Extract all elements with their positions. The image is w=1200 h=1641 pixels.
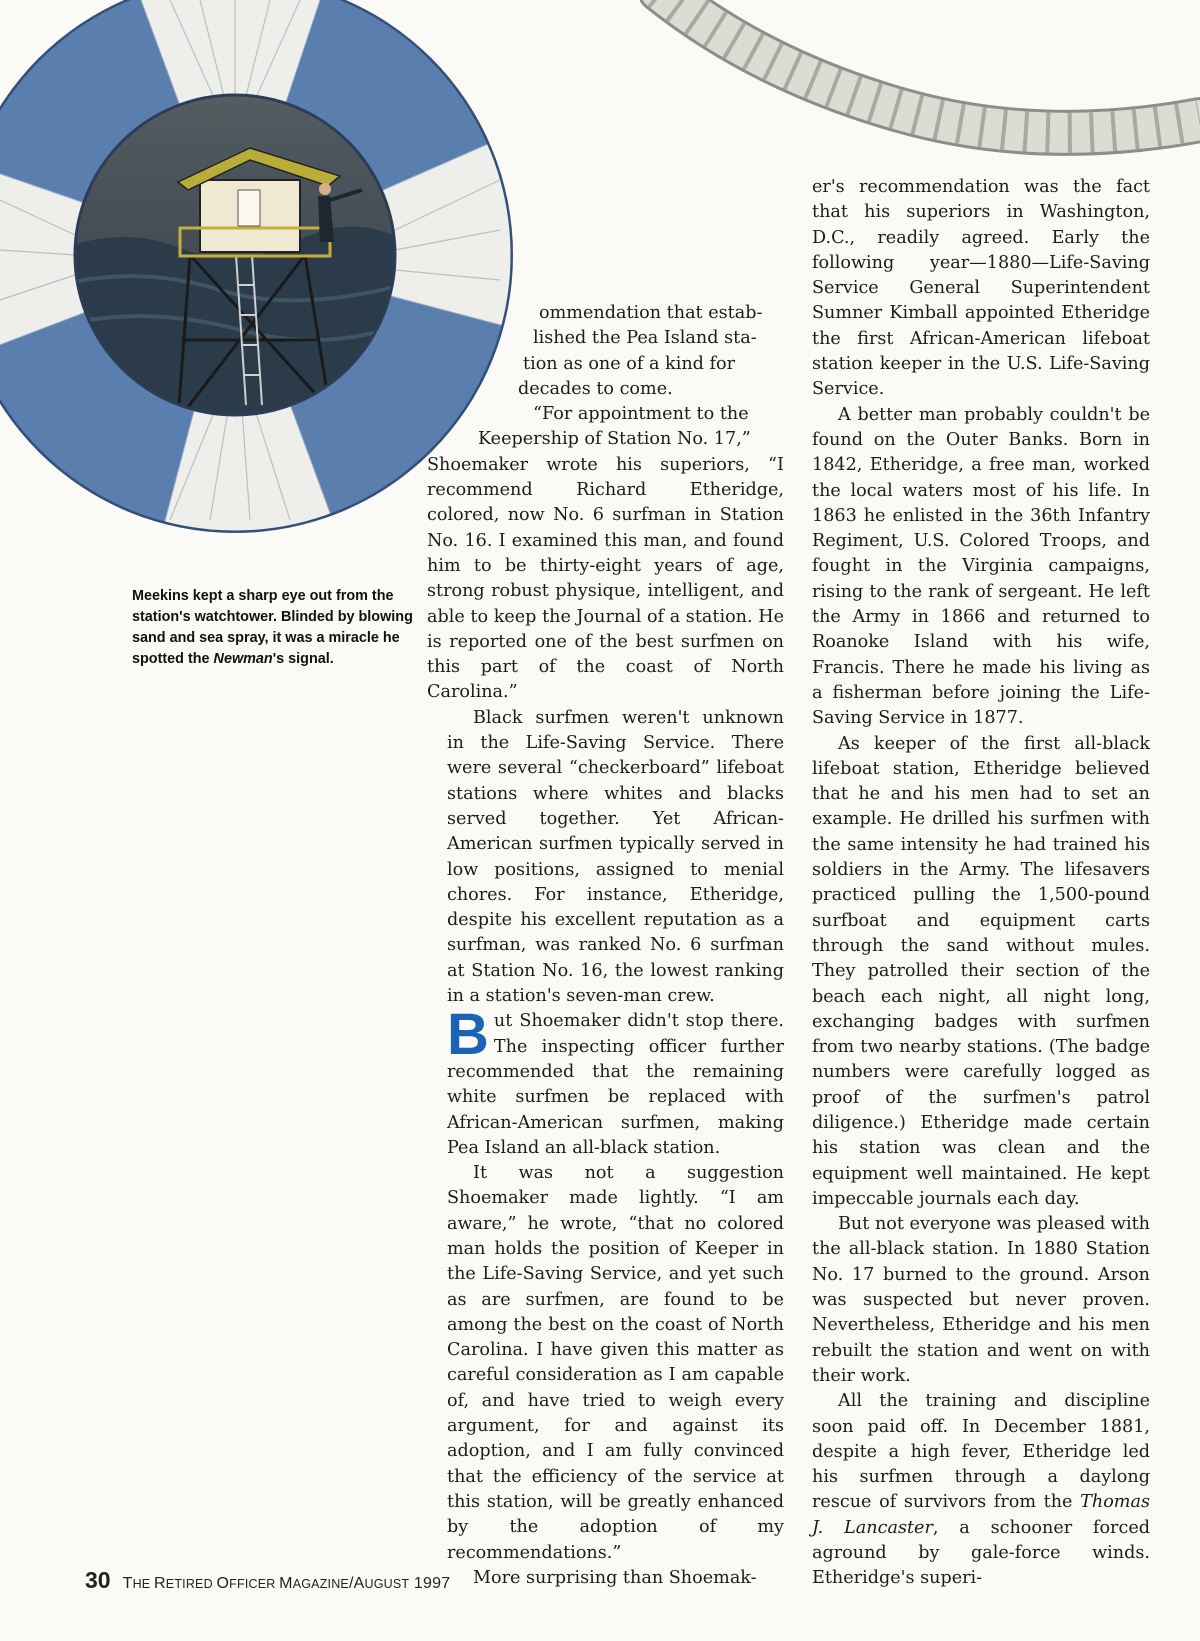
paragraph-dropcap xyxy=(447,1002,784,1161)
paragraph: It was not a suggestion Shoemaker made lightly. “I am aware,” he wrote, “that no colored man holds the position of Keeper in the Life-Saving Service, and yet such as are surfmen, are found to be among the best on the coast of North Carolina. I have given this matter as careful consideration as I am capable of, and have tried to weigh every argument, for and against its adoption, and I am fully convinced that the efficiency of the service at this station, will be greatly enhanced by the adoption of my recommendations.” xyxy=(447,1163,784,1563)
mag-slash: / xyxy=(348,1575,354,1592)
paragraph: More surprising than Shoemak- xyxy=(473,1567,757,1588)
mag-smallcaps: ETIRED xyxy=(165,1577,217,1591)
paragraph-text-end: , a schooner forced aground by gale-force winds. Etheridge's superi- xyxy=(812,1517,1150,1589)
mag-letter: A xyxy=(353,1575,365,1592)
paragraph: A better man probably couldn't be found on the Outer Banks. Born in 1842, Etheridge, a free man, worked the local waters most of his life. In 1863 he enlisted in the 36th Infantry Regiment, U.S. Colored Troops, and fought in the Virginia campaigns, rising to the rank of sergeant. He left the Army in 1866 and returned to Roanoke Island with his wife, Francis. There he made his living as a fisherman before joining the Life-Saving Service in 1877. xyxy=(812,404,1150,729)
mag-letter: R xyxy=(154,1575,166,1592)
paragraph: As keeper of the first all-black lifeboat station, Etheridge believed that he and his men had to set an example. He drilled his surfmen with the same intensity he had trained his soldiers in the Army. The lifesavers practiced pulling the 1,500-pound surfboat and equipment carts through the sand without mules. They patrolled their section of the beach each night, all night long, exchanging badges with surfmen from two nearby stations. (The badge numbers were carefully logged as proof of the surfmen's patrol diligence.) Etheridge made certain his station was clean and the equipment well maintained. He kept impeccable journals each day. xyxy=(812,733,1150,1209)
caption-ship-name: Newman xyxy=(213,651,273,667)
mag-letter: M xyxy=(279,1575,293,1592)
mag-smallcaps: FFICER xyxy=(229,1577,280,1591)
cabin-door xyxy=(238,190,260,226)
article-column-right xyxy=(812,175,1150,1592)
text-line: “For appointment to the xyxy=(533,404,749,425)
paragraph-text: ut Shoemaker didn't stop there. The inspecting officer further recommended that the remaining white surfmen be replaced with African-American surfmen, making Pea Island an all-black station. xyxy=(447,1011,784,1158)
page-footer xyxy=(85,1567,450,1594)
photo-caption xyxy=(132,586,422,670)
paragraph: But not everyone was pleased with the all-black station. In 1880 Station No. 17 burned to the ground. Arson was suspected but never proven. Nevertheless, Etheridge and his men rebuilt the station and went on with their work. xyxy=(812,1214,1150,1386)
caption-text: Meekins kept a sharp eye out from the station's watchtower. Blinded by blowing sand and sea spray, it was a miracle he spotted the xyxy=(132,588,413,667)
rope-graphic xyxy=(640,0,1200,170)
paragraph-text: All the training and discipline soon paid off. In December 1881, despite a high fever, Etheridge led his surfmen through a daylong rescue of survivors from the xyxy=(812,1391,1150,1513)
drop-cap: B xyxy=(447,1002,489,1068)
text-line: lished the Pea Island sta- xyxy=(533,328,757,349)
mag-year: 1997 xyxy=(409,1575,451,1592)
mag-smallcaps: UGUST xyxy=(364,1577,410,1591)
mag-letter: O xyxy=(216,1575,230,1592)
paragraph xyxy=(812,1389,1150,1591)
lookout-head xyxy=(319,183,331,195)
paragraph: Shoemaker wrote his superiors, “I recommend Richard Etheridge, colored, now No. 6 surfman in Station No. 16. I examined this man, and found him to be thirty-eight years of age, strong robust physique, intelligent, and able to keep the Journal of a station. He is reported one of the best surfmen on this part of the coast of North Carolina.” xyxy=(427,454,784,703)
page-number: 30 xyxy=(85,1567,111,1593)
text-line: decades to come. xyxy=(518,378,673,399)
text-line: tion as one of a kind for xyxy=(523,353,736,374)
wrapped-intro xyxy=(447,301,784,453)
text-line: Keepership of Station No. 17,” xyxy=(478,429,751,450)
magazine-name xyxy=(123,1575,451,1592)
mag-letter: T xyxy=(122,1575,133,1592)
rope-decoration xyxy=(640,0,1200,170)
paragraph: Black surfmen weren't unknown in the Life-Saving Service. There were several “checkerboard” lifeboat stations where whites and blacks served together. Yet African-American surfmen typically served in low positions, assigned to menial chores. For instance, Etheridge, despite his excellent reputation as a surfman, was ranked No. 6 surfman at Station No. 16, the lowest ranking in a station's seven-man crew. xyxy=(447,707,784,1007)
text-line: ommendation that estab- xyxy=(539,303,763,323)
mag-smallcaps: AGAZINE xyxy=(292,1577,349,1591)
caption-text-end: 's signal. xyxy=(272,651,334,667)
paragraph: er's recommendation was the fact that his superiors in Washington, D.C., readily agreed. Early the following year—1880—Life-Saving Service General Superintendent Sumner Kimball appointed Etheridge the first African-American lifeboat station keeper in the U.S. Life-Saving Service. xyxy=(812,177,1150,400)
ship-name: Thomas J. Lancaster xyxy=(812,1492,1150,1538)
mag-smallcaps: HE xyxy=(132,1577,155,1591)
